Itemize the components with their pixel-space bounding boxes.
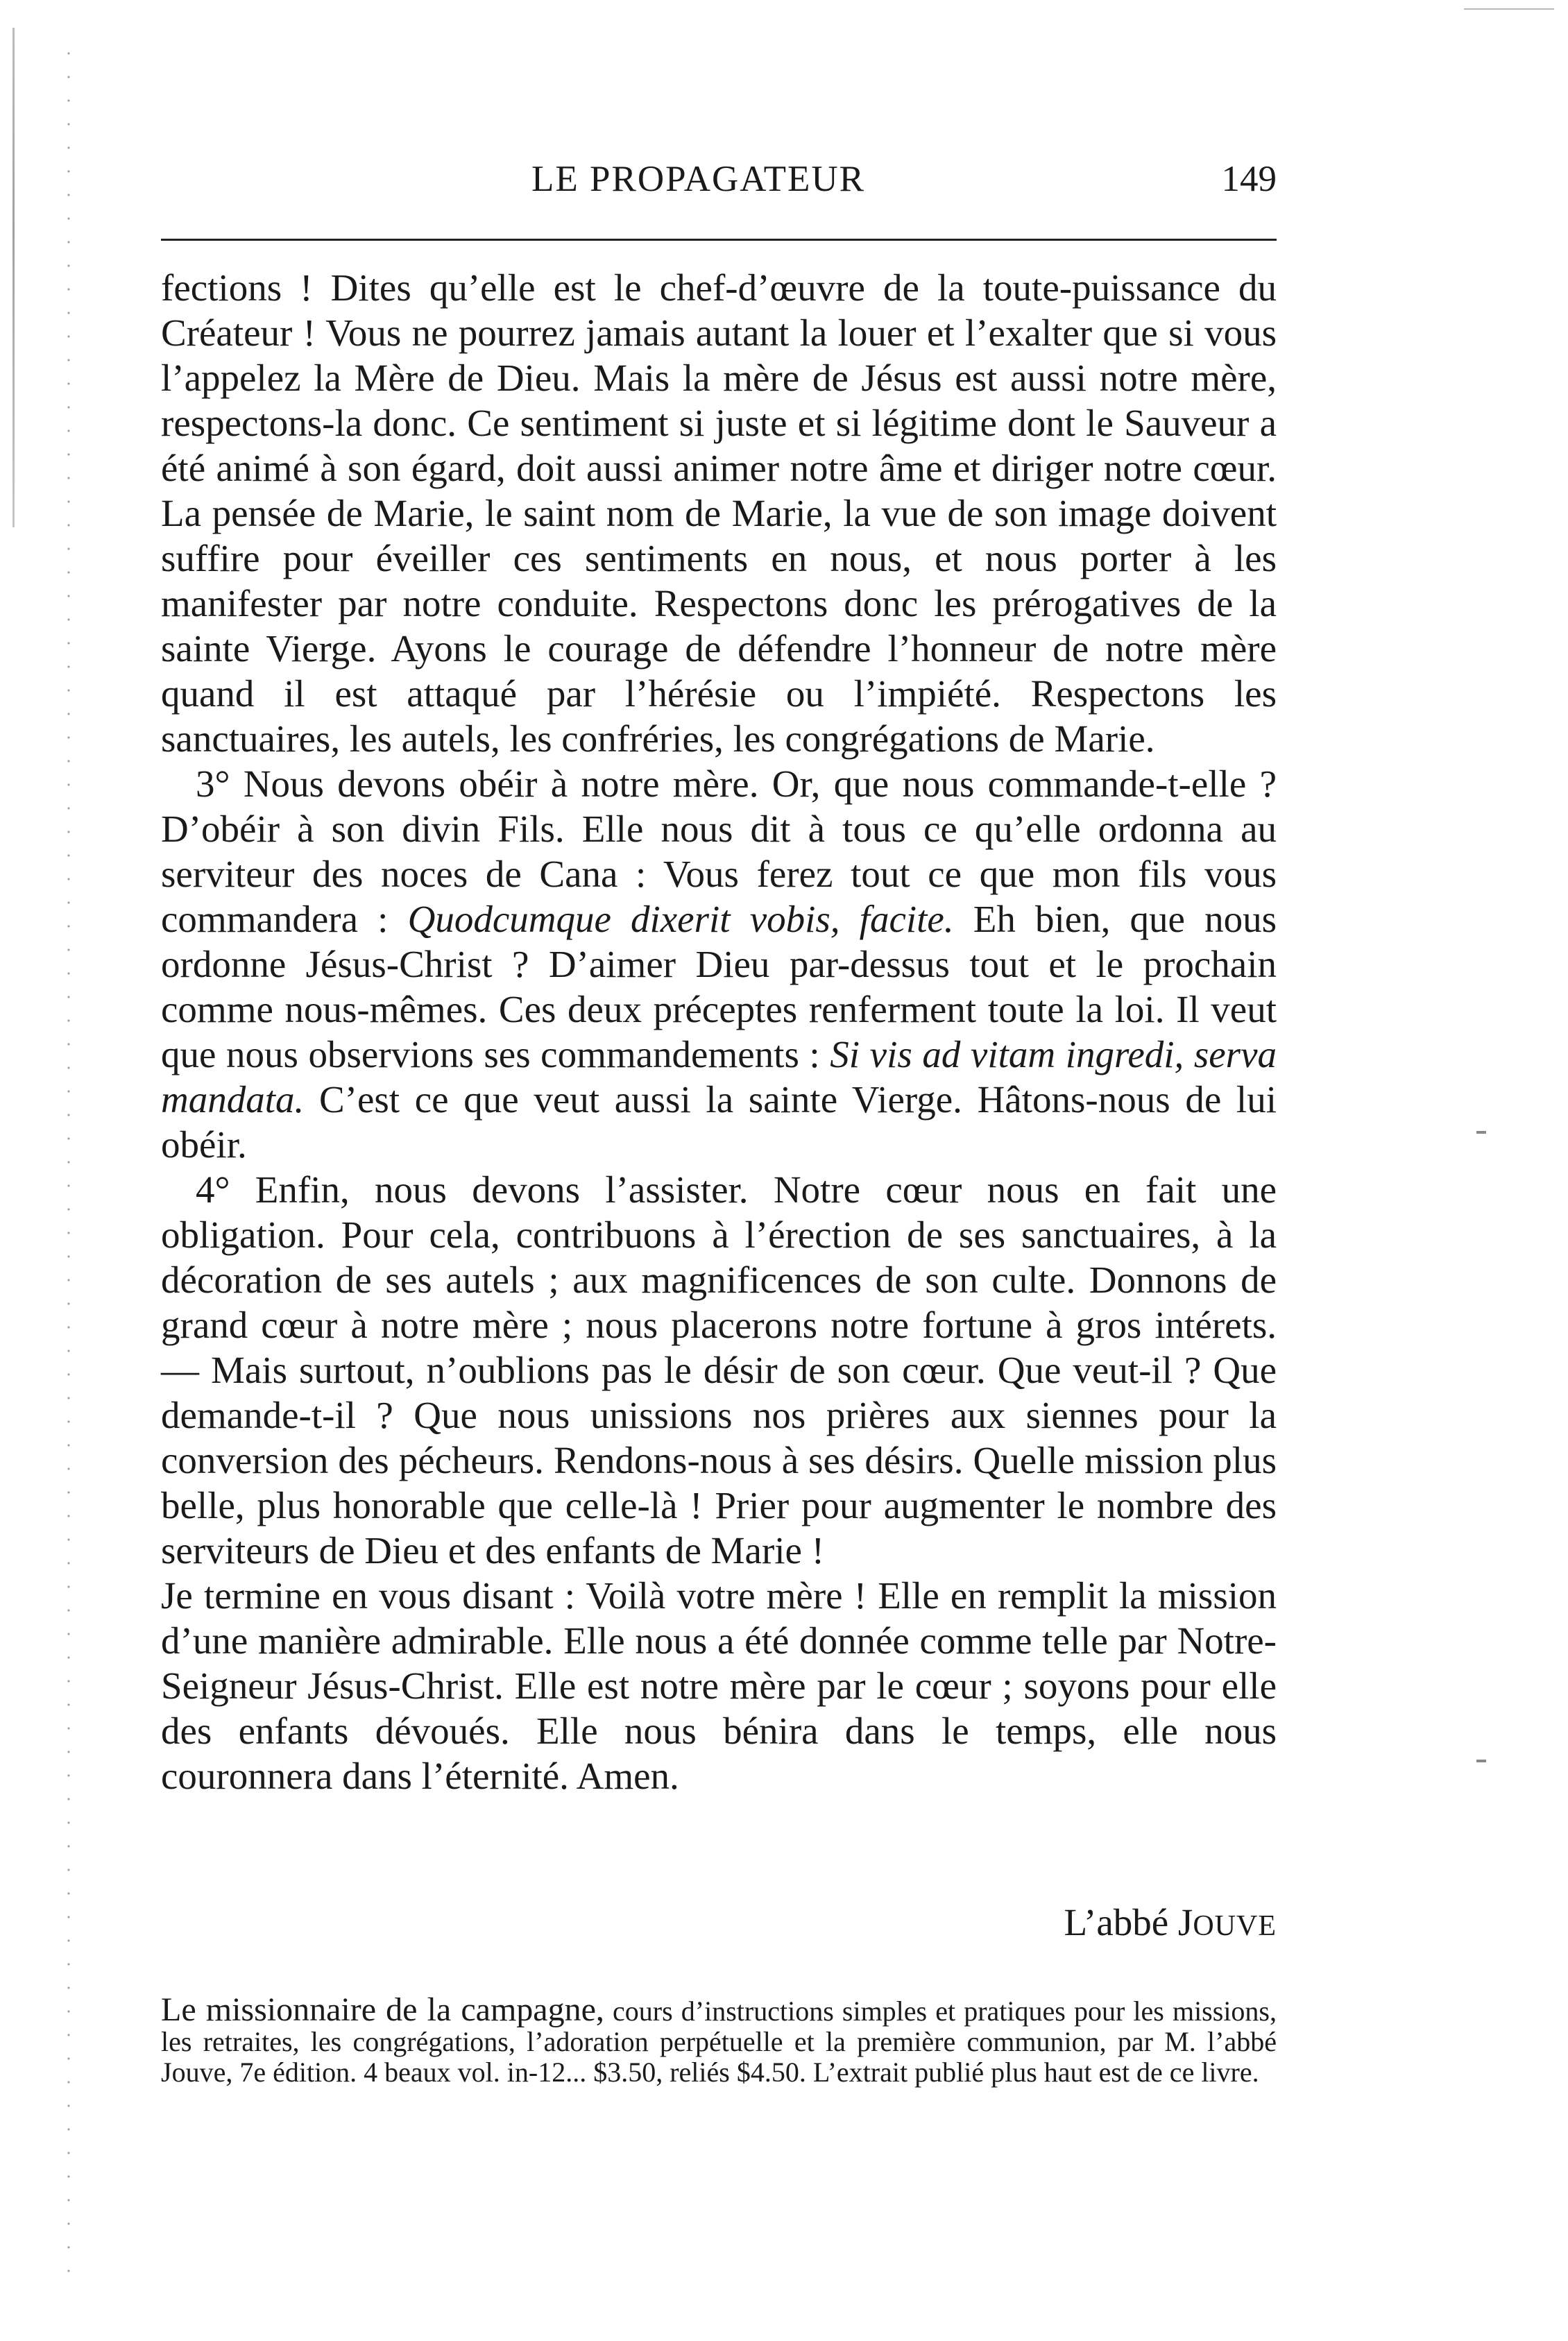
running-title: LE PROPAGATEUR [531, 159, 866, 199]
paragraph-2-text-a: 3° Nous devons obéir à notre mère. Or, que nous commande-t-elle ? D’obéir à son divin Fils. Elle nous dit à tous ce qu’elle ordonna au serviteur des noces de Cana : Vous ferez tout ce que mon fils vous commandera : [161, 763, 1277, 940]
page-binding-shadow [12, 28, 15, 527]
body-text [161, 265, 1277, 1798]
binding-perforation-marks [67, 42, 71, 2290]
footnote-text: cours d’instructions simples et pratiques pour les missions, les retraites, les congrégations, l’adoration perpétuelle et la première communion, par M. l’abbé Jouve, 7e édition. 4 beaux vol. in-12... $3.50, reliés $4.50. L’extrait publié plus haut est de ce livre. [161, 1995, 1277, 2088]
paragraph-3: 4° Enfin, nous devons l’assister. Notre cœur nous en fait une obligation. Pour cela, contribuons à l’érection de ses sanctuaires, à la décoration de ses autels ; aux magnificences de son culte. Donnons de grand cœur à notre mère ; nous placerons notre fortune à gros intérets. — Mais surtout, n’oublions pas le désir de son cœur. Que veut-il ? Que demande-t-il ? Que nous unissions nos prières aux siennes pour la conversion des pécheurs. Rendons-nous à ses désirs. Quelle mission plus belle, plus honorable que celle-là ! Prier pour augmenter le nombre des serviteurs de Dieu et des enfants de Marie ! [161, 1168, 1277, 1572]
footnote-book-title: Le missionnaire de la campagne, [161, 1991, 604, 2028]
page-number: 149 [1221, 159, 1277, 199]
paragraph-4: Je termine en vous disant : Voilà votre mère ! Elle en remplit la mission d’une manière admirable. Elle nous a été donnée comme telle par Notre-Seigneur Jésus-Christ. Elle est notre mère par le cœur ; soyons pour elle des enfants dévoués. Elle nous bénira dans le temps, elle nous couronnera dans l’éternité. Amen. [161, 1574, 1277, 1797]
signature-smallcaps: OUVE [1193, 1910, 1277, 1942]
paragraph-1: fections ! Dites qu’elle est le chef-d’œuvre de la toute-puissance du Créateur ! Vous ne pourrez jamais autant la louer et l’exalter que si vous l’appelez la Mère de Dieu. Mais la mère de Jésus est aussi notre mère, respectons-la donc. Ce sentiment si juste et si légitime dont le Sauveur a été animé à son égard, doit aussi animer notre âme et diriger notre cœur. La pensée de Marie, le saint nom de Marie, la vue de son image doivent suffire pour éveiller ces sentiments en nous, et nous porter à les manifester par notre conduite. Respectons donc les prérogatives de la sainte Vierge. Ayons le courage de défendre l’honneur de notre mère quand il est attaqué par l’hérésie ou l’impiété. Respectons les sanctuaires, les autels, les confréries, les congrégations de Marie. [161, 266, 1277, 760]
stray-ink-mark [1476, 1131, 1486, 1134]
footnote [161, 1991, 1277, 2088]
latin-quote-1: Quodcumque dixerit vobis, facite. [407, 898, 954, 940]
paragraph-2-text-c: C’est ce que veut aussi la sainte Vierge. Hâtons-nous de lui obéir. [161, 1078, 1277, 1166]
paragraph-2 [161, 761, 1277, 1167]
running-head [161, 158, 1277, 200]
author-signature [1064, 1900, 1277, 1949]
latin-quote-2: Si vis ad vitam ingredi, serva mandata. [161, 1033, 1277, 1121]
stray-ink-mark [1476, 1760, 1486, 1762]
scan-edge-mark [1464, 8, 1554, 10]
signature-prefix: L’abbé J [1064, 1901, 1193, 1943]
paragraph-2-text-b: Eh bien, que nous ordonne Jésus-Christ ? D’aimer Dieu par-dessus tout et le prochain comme nous-mêmes. Ces deux préceptes renferment toute la loi. Il veut que nous observions ses commandements : [161, 898, 1277, 1075]
header-rule [161, 239, 1277, 241]
